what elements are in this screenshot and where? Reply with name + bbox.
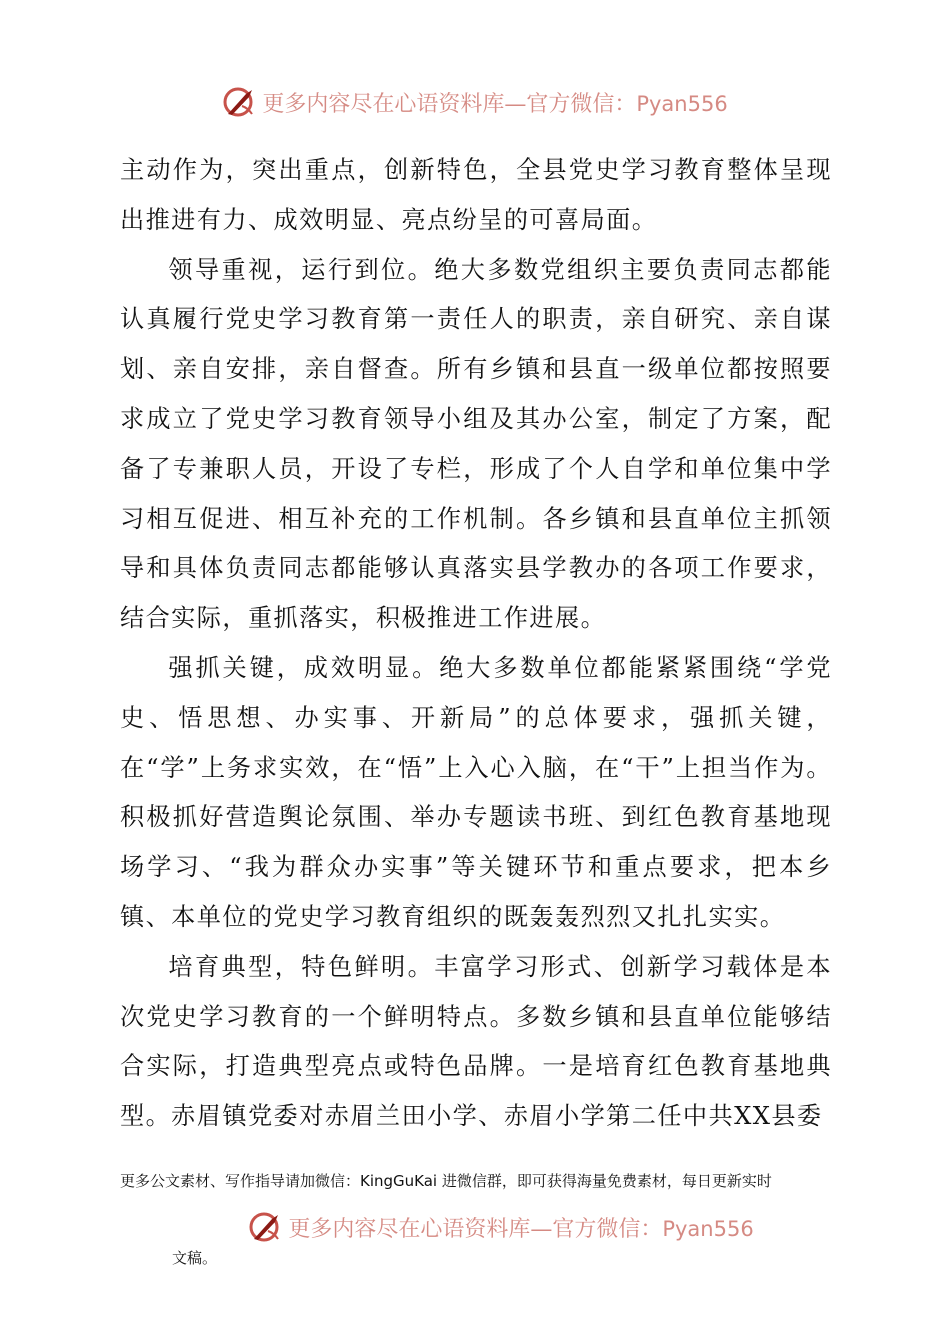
brush-logo-icon [222, 84, 258, 120]
footer-note: 更多公文素材、写作指导请加微信：KingGuKai 进微信群，即可获得海量免费素材，每日更新实时 [120, 1172, 772, 1190]
watermark-account: Pyan556 [662, 1216, 754, 1241]
paragraph-1: 主动作为，突出重点，创新特色，全县党史学习教育整体呈现出推进有力、成效明显、亮点纷呈的可喜局面。 [120, 156, 832, 234]
paragraph-2: 领导重视，运行到位。绝大多数党组织主要负责同志都能认真履行党史学习教育第一责任人的职责，亲自研究、亲自谋划、亲自安排，亲自督查。所有乡镇和县直一级单位都按照要求成立了党史学习教育领导小组及其办公室，制定了方案，配备了专兼职人员，开设了专栏，形成了个人自学和单位集中学习相互促进、相互补充的工作机制。各乡镇和县直单位主抓领导和具体负责同志都能够认真落实县学教办的各项工作要求，结合实际，重抓落实，积极推进工作进展。 [120, 255, 832, 633]
document-body [120, 146, 832, 1142]
paragraph-3: 强抓关键，成效明显。绝大多数单位都能紧紧围绕“学党史、悟思想、办实事、开新局”的总体要求，强抓关键，在“学”上务求实效，在“悟”上入心入脑，在“干”上担当作为。积极抓好营造舆论氛围、举办专题读书班、到红色教育基地现场学习、“我为群众办实事”等关键环节和重点要求，把本乡镇、本单位的党史学习教育组织的既轰轰烈烈又扎扎实实。 [120, 653, 832, 931]
watermark-account: Pyan556 [636, 91, 728, 116]
watermark-text: 更多内容尽在心语资料库—官方微信：Pyan556 [262, 91, 728, 117]
footer-watermark [0, 1207, 950, 1247]
paragraph-4: 培育典型，特色鲜明。丰富学习形式、创新学习载体是本次党史学习教育的一个鲜明特点。多数乡镇和县直单位能够结合实际，打造典型亮点或特色品牌。一是培育红色教育基地典型。赤眉镇党委对赤眉兰田小学、赤眉小学第二任中共XX县委 [120, 952, 832, 1131]
footer-tail: 文稿。 [172, 1249, 218, 1267]
watermark-text: 更多内容尽在心语资料库—官方微信：Pyan556 [288, 1216, 754, 1242]
brush-logo-icon [248, 1209, 284, 1245]
header-watermark [0, 82, 950, 122]
